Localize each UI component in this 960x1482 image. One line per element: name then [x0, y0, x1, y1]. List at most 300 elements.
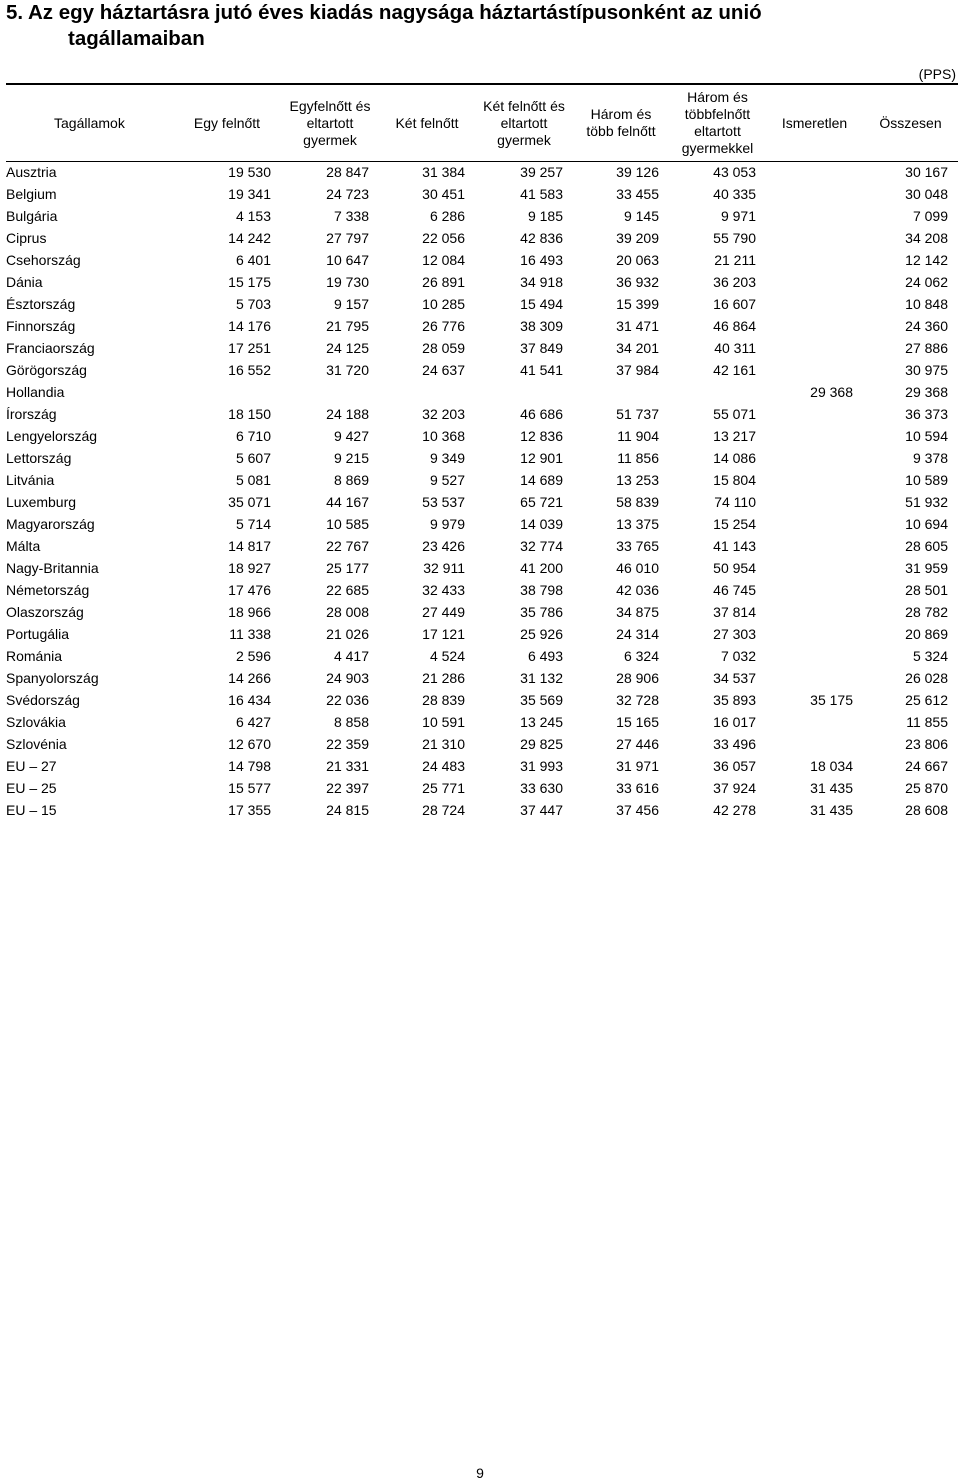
table-cell [766, 733, 863, 755]
table-cell: 24 483 [422, 758, 465, 774]
table-cell: 19 530 [228, 164, 271, 180]
table-cell: 17 355 [228, 802, 271, 818]
table-cell: 34 208 [905, 230, 948, 246]
table-row [6, 799, 958, 821]
table-cell: 28 059 [422, 340, 465, 356]
table-row [6, 403, 958, 425]
table-cell: 15 494 [520, 296, 563, 312]
table-cell: 15 254 [713, 516, 756, 532]
table-cell: 11 856 [617, 450, 659, 466]
table-row [6, 645, 958, 667]
table-cell: 37 984 [616, 362, 659, 378]
table-cell: 13 375 [616, 516, 659, 532]
table-cell: 29 825 [520, 736, 563, 752]
table-cell [766, 403, 863, 425]
table-cell: 28 782 [905, 604, 948, 620]
table-cell: 12 836 [520, 428, 563, 444]
table-cell: 25 177 [326, 560, 369, 576]
table-cell: 12 142 [905, 252, 948, 268]
table-cell: 29 368 [810, 384, 853, 400]
table-cell: 17 121 [422, 626, 465, 642]
table-cell [766, 359, 863, 381]
table-cell: 12 670 [228, 736, 271, 752]
table-cell [766, 535, 863, 557]
table-cell: 42 036 [616, 582, 659, 598]
table-cell: 34 875 [616, 604, 659, 620]
table-cell: 5 607 [235, 450, 271, 466]
table-cell [766, 271, 863, 293]
table-cell: 28 608 [905, 802, 948, 818]
table-row [6, 513, 958, 535]
table-row [6, 469, 958, 491]
table-cell: 21 795 [326, 318, 369, 334]
country-name: EU – 15 [6, 802, 57, 818]
table-cell: 46 686 [520, 406, 563, 422]
table-cell: 38 309 [520, 318, 563, 334]
table-cell: 7 338 [333, 208, 369, 224]
table-cell: 32 774 [520, 538, 563, 554]
table-cell: 9 145 [623, 208, 659, 224]
table-cell: 21 286 [422, 670, 465, 686]
table-cell [766, 623, 863, 645]
table-cell: 46 864 [713, 318, 756, 334]
table-cell: 33 616 [616, 780, 659, 796]
table-cell: 35 893 [713, 692, 756, 708]
table-cell: 37 447 [520, 802, 563, 818]
table-cell: 39 126 [616, 164, 659, 180]
table-cell: 14 689 [520, 472, 563, 488]
table-cell: 37 456 [616, 802, 659, 818]
country-name: Csehország [6, 252, 81, 268]
table-cell: 16 017 [713, 714, 756, 730]
table-cell: 14 798 [228, 758, 271, 774]
table-cell: 18 034 [810, 758, 853, 774]
country-name: Ciprus [6, 230, 47, 246]
table-cell [766, 205, 863, 227]
table-cell: 28 906 [616, 670, 659, 686]
table-cell: 10 589 [905, 472, 948, 488]
unit-label: (PPS) [918, 66, 956, 82]
table-cell: 9 378 [912, 450, 948, 466]
table-row [6, 183, 958, 205]
table-cell: 34 201 [616, 340, 659, 356]
table-cell: 31 471 [616, 318, 659, 334]
table-cell: 31 435 [810, 802, 853, 818]
table-cell [766, 249, 863, 271]
column-header: Tagállamok [54, 114, 125, 131]
table-cell: 36 057 [713, 758, 756, 774]
table-cell: 42 836 [520, 230, 563, 246]
table-cell: 26 891 [422, 274, 465, 290]
country-name: EU – 27 [6, 758, 57, 774]
table-cell: 27 449 [422, 604, 465, 620]
table-cell: 44 167 [326, 494, 369, 510]
table-cell [766, 293, 863, 315]
table-cell: 6 493 [527, 648, 563, 664]
table-cell: 21 310 [422, 736, 465, 752]
table-cell [669, 381, 766, 403]
table-cell: 39 209 [616, 230, 659, 246]
table-cell: 25 926 [520, 626, 563, 642]
table-cell [766, 513, 863, 535]
table-cell: 6 401 [235, 252, 271, 268]
title-number: 5. [6, 1, 24, 24]
table-row [6, 425, 958, 447]
table-cell: 9 215 [333, 450, 369, 466]
table-cell [766, 337, 863, 359]
country-name: Belgium [6, 186, 57, 202]
table-row [6, 601, 958, 623]
table-cell: 24 188 [326, 406, 369, 422]
table-cell: 28 501 [905, 582, 948, 598]
table-row [6, 689, 958, 711]
table-cell: 32 911 [423, 560, 465, 576]
table-cell: 24 723 [326, 186, 369, 202]
table-cell: 39 257 [520, 164, 563, 180]
country-name: Olaszország [6, 604, 84, 620]
table-cell: 30 048 [905, 186, 948, 202]
table-cell: 24 637 [422, 362, 465, 378]
country-name: EU – 25 [6, 780, 57, 796]
table-cell: 10 848 [905, 296, 948, 312]
table-cell: 32 433 [422, 582, 465, 598]
table-cell: 33 765 [616, 538, 659, 554]
page-title [6, 0, 946, 52]
table-cell [766, 711, 863, 733]
table-cell: 17 476 [228, 582, 271, 598]
table-cell: 31 971 [616, 758, 659, 774]
column-header: Két felnőtt és eltartott gyermek [483, 97, 565, 148]
table-cell: 10 368 [422, 428, 465, 444]
table-row [6, 491, 958, 513]
table-cell: 28 605 [905, 538, 948, 554]
table-cell: 22 397 [326, 780, 369, 796]
table-cell: 15 577 [228, 780, 271, 796]
table-cell: 24 667 [905, 758, 948, 774]
table-cell: 36 373 [905, 406, 948, 422]
table-cell: 21 331 [326, 758, 369, 774]
table-cell: 19 341 [228, 186, 271, 202]
table-cell: 26 028 [905, 670, 948, 686]
table-cell: 65 721 [520, 494, 563, 510]
table-cell: 41 143 [713, 538, 756, 554]
table-cell: 21 211 [714, 252, 756, 268]
table-cell [766, 557, 863, 579]
table-cell [475, 381, 573, 403]
table-cell [766, 667, 863, 689]
table-cell: 14 176 [228, 318, 271, 334]
table-cell: 21 026 [326, 626, 369, 642]
table-cell: 26 776 [422, 318, 465, 334]
table-cell: 35 786 [520, 604, 563, 620]
country-name: Lettország [6, 450, 72, 466]
table-row [6, 359, 958, 381]
country-name: Magyarország [6, 516, 95, 532]
table-cell: 35 569 [520, 692, 563, 708]
table-cell: 25 612 [905, 692, 948, 708]
table-row [6, 249, 958, 271]
table-cell: 30 167 [905, 164, 948, 180]
table-cell: 31 132 [520, 670, 563, 686]
table-cell [766, 579, 863, 601]
table-row [6, 337, 958, 359]
table-cell: 6 286 [429, 208, 465, 224]
table-cell: 6 427 [235, 714, 271, 730]
table-row [6, 557, 958, 579]
table-cell: 20 063 [616, 252, 659, 268]
table-cell: 37 814 [713, 604, 756, 620]
table-cell: 10 585 [326, 516, 369, 532]
country-name: Luxemburg [6, 494, 77, 510]
table-row [6, 579, 958, 601]
table-cell: 24 062 [905, 274, 948, 290]
table-row [6, 755, 958, 777]
table-cell: 25 870 [905, 780, 948, 796]
table-row [6, 381, 958, 403]
table-cell: 17 251 [228, 340, 271, 356]
table-cell: 4 417 [333, 648, 369, 664]
table-cell: 25 771 [422, 780, 465, 796]
table-cell [766, 161, 863, 183]
country-name: Hollandia [6, 384, 65, 400]
column-header: Ismeretlen [781, 114, 848, 131]
table-cell: 14 266 [228, 670, 271, 686]
table-cell: 14 817 [228, 538, 271, 554]
table-cell: 74 110 [714, 494, 756, 510]
table-cell: 9 427 [333, 428, 369, 444]
table-cell: 18 927 [228, 560, 271, 576]
table-cell: 58 839 [616, 494, 659, 510]
table-cell: 10 285 [422, 296, 465, 312]
table-cell: 2 596 [235, 648, 271, 664]
page-number: 9 [476, 1465, 484, 1481]
table-cell: 12 901 [520, 450, 563, 466]
table-cell: 5 714 [235, 516, 271, 532]
table-cell: 41 583 [520, 186, 563, 202]
table-cell [379, 381, 475, 403]
table-row [6, 667, 958, 689]
country-name: Málta [6, 538, 41, 554]
table-cell: 9 979 [429, 516, 465, 532]
table-cell [281, 381, 379, 403]
table-cell: 35 071 [228, 494, 271, 510]
country-name: Portugália [6, 626, 70, 642]
country-name: Finnország [6, 318, 76, 334]
table-cell: 24 314 [616, 626, 659, 642]
table-cell: 22 359 [326, 736, 369, 752]
table-cell: 42 278 [713, 802, 756, 818]
table-cell: 27 797 [326, 230, 369, 246]
column-header: Két felnőtt [395, 114, 459, 131]
table-cell: 18 966 [228, 604, 271, 620]
table-cell: 24 125 [326, 340, 369, 356]
table-cell: 15 399 [616, 296, 659, 312]
country-name: Dánia [6, 274, 43, 290]
table-cell: 24 815 [326, 802, 369, 818]
table-cell: 50 954 [713, 560, 756, 576]
country-name: Nagy-Britannia [6, 560, 99, 576]
table-cell: 22 056 [422, 230, 465, 246]
table-cell: 41 200 [520, 560, 563, 576]
title-line-2: tagállamaiban [68, 27, 205, 50]
table-cell: 46 010 [616, 560, 659, 576]
table-cell [173, 381, 281, 403]
table-cell: 33 496 [713, 736, 756, 752]
table-cell [766, 315, 863, 337]
table-cell: 24 360 [905, 318, 948, 334]
country-name: Szlovákia [6, 714, 66, 730]
table-cell: 8 869 [333, 472, 369, 488]
table-cell: 32 203 [422, 406, 465, 422]
table-cell: 7 099 [912, 208, 948, 224]
country-name: Bulgária [6, 208, 58, 224]
country-name: Litvánia [6, 472, 55, 488]
table-cell: 10 647 [326, 252, 369, 268]
table-cell: 22 685 [326, 582, 369, 598]
table-cell: 16 434 [228, 692, 271, 708]
table-cell: 51 737 [616, 406, 659, 422]
table-cell: 15 804 [713, 472, 756, 488]
column-header: Három és több felnőtt [586, 106, 656, 139]
table-cell: 13 245 [520, 714, 563, 730]
table-cell: 22 036 [326, 692, 369, 708]
table-cell: 22 767 [326, 538, 369, 554]
table-cell: 12 084 [422, 252, 465, 268]
table-cell: 18 150 [228, 406, 271, 422]
table-row [6, 315, 958, 337]
table-cell: 30 975 [905, 362, 948, 378]
table-cell: 46 745 [713, 582, 756, 598]
table-row [6, 293, 958, 315]
table-body [6, 161, 958, 821]
table-cell: 38 798 [520, 582, 563, 598]
table-cell: 10 694 [905, 516, 948, 532]
table-cell: 16 493 [520, 252, 563, 268]
table-cell: 37 849 [520, 340, 563, 356]
table-cell: 36 203 [713, 274, 756, 290]
table-cell: 34 537 [713, 670, 756, 686]
table-row [6, 205, 958, 227]
table-cell: 31 435 [810, 780, 853, 796]
table-cell: 33 455 [616, 186, 659, 202]
column-header: Összesen [879, 114, 942, 131]
table-cell [766, 645, 863, 667]
table-cell: 15 165 [616, 714, 659, 730]
table-cell: 28 847 [326, 164, 369, 180]
table-cell: 31 959 [905, 560, 948, 576]
table-cell: 34 918 [520, 274, 563, 290]
table-cell: 16 607 [713, 296, 756, 312]
table-cell: 16 552 [228, 362, 271, 378]
table-cell: 4 153 [235, 208, 271, 224]
country-name: Franciaország [6, 340, 95, 356]
column-header: Egy felnőtt [193, 114, 261, 131]
table-cell: 55 790 [713, 230, 756, 246]
table-cell: 27 303 [713, 626, 756, 642]
country-name: Ausztria [6, 164, 57, 180]
table-cell: 41 541 [520, 362, 563, 378]
table-cell: 28 724 [422, 802, 465, 818]
table-cell: 27 886 [905, 340, 948, 356]
table-cell: 14 086 [713, 450, 756, 466]
table-cell [766, 469, 863, 491]
country-name: Görögország [6, 362, 87, 378]
country-name: Svédország [6, 692, 80, 708]
country-name: Észtország [6, 296, 76, 312]
table-cell: 42 161 [713, 362, 756, 378]
table-cell: 36 932 [616, 274, 659, 290]
table-cell: 13 253 [616, 472, 659, 488]
table-cell: 23 806 [905, 736, 948, 752]
table-cell: 20 869 [905, 626, 948, 642]
table-cell: 10 594 [905, 428, 948, 444]
table-cell: 28 008 [326, 604, 369, 620]
table-row [6, 733, 958, 755]
table-cell: 51 932 [905, 494, 948, 510]
table-cell: 11 855 [906, 714, 948, 730]
table-cell: 9 971 [720, 208, 756, 224]
country-name: Románia [6, 648, 63, 664]
table-cell: 27 446 [616, 736, 659, 752]
table-cell [766, 183, 863, 205]
table-cell: 14 039 [520, 516, 563, 532]
table-row [6, 161, 958, 183]
title-line-1: Az egy háztartásra jutó éves kiadás nagysága háztartástípusonként az unió [28, 1, 762, 24]
table-cell [766, 601, 863, 623]
table-row [6, 535, 958, 557]
table-cell: 55 071 [713, 406, 756, 422]
table-cell: 11 338 [229, 626, 271, 642]
table-cell: 43 053 [713, 164, 756, 180]
table-cell: 31 993 [520, 758, 563, 774]
table-row [6, 623, 958, 645]
table-cell [766, 425, 863, 447]
table-row [6, 711, 958, 733]
table-cell: 23 426 [422, 538, 465, 554]
country-name: Lengyelország [6, 428, 98, 444]
country-name: Spanyolország [6, 670, 99, 686]
table-cell: 32 728 [616, 692, 659, 708]
table-cell [766, 227, 863, 249]
table-cell: 29 368 [905, 384, 948, 400]
column-header: Három és többfelnőtt eltartott gyermekkel [681, 89, 754, 156]
table-cell: 10 591 [422, 714, 465, 730]
column-header: Egyfelnőtt és eltartott gyermek [289, 97, 371, 148]
table-cell: 19 730 [326, 274, 369, 290]
table-row [6, 271, 958, 293]
table-cell: 24 903 [326, 670, 369, 686]
table-cell: 7 032 [720, 648, 756, 664]
table-cell: 5 081 [235, 472, 271, 488]
table-cell: 9 185 [527, 208, 563, 224]
table-cell: 53 537 [422, 494, 465, 510]
table-cell: 9 527 [429, 472, 465, 488]
table-cell [766, 491, 863, 513]
table-row [6, 227, 958, 249]
table-cell: 35 175 [810, 692, 853, 708]
table-cell: 37 924 [713, 780, 756, 796]
table-cell [573, 381, 669, 403]
table-cell: 5 703 [235, 296, 271, 312]
table-cell [766, 447, 863, 469]
table-cell: 33 630 [520, 780, 563, 796]
country-name: Németország [6, 582, 90, 598]
table-cell: 6 324 [623, 648, 659, 664]
table-cell: 40 335 [713, 186, 756, 202]
table-cell: 40 311 [714, 340, 756, 356]
header-row [6, 85, 958, 161]
table-row [6, 777, 958, 799]
